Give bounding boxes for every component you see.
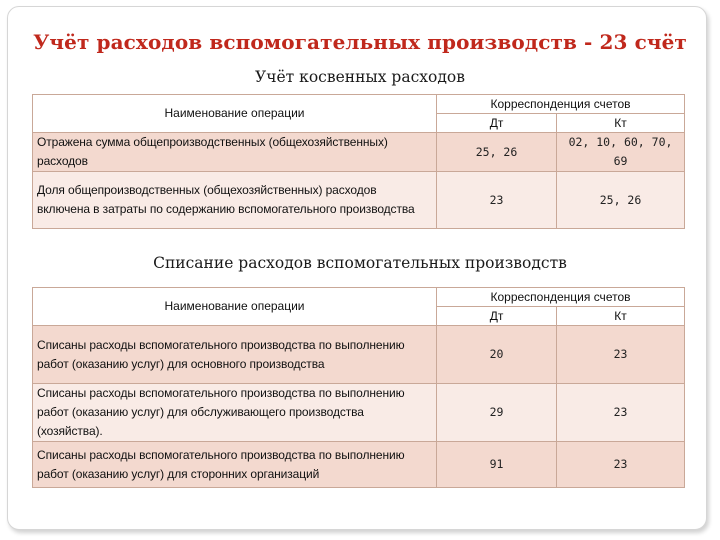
operation-cell: Списаны расходы вспомогательного производства по выполнению работ (оказанию услуг) для основного производства	[33, 326, 437, 384]
operation-cell: Доля общепроизводственных (общехозяйственных) расходов включена в затраты по содержанию вспомогательного производства	[33, 172, 437, 229]
table-row	[33, 172, 685, 229]
header-credit: Кт	[557, 307, 685, 326]
credit-cell: 23	[557, 384, 685, 442]
section-heading-write-off: Списание расходов вспомогательных производств	[153, 254, 567, 272]
credit-cell: 23	[557, 326, 685, 384]
debit-cell: 29	[437, 384, 557, 442]
header-operation-name: Наименование операции	[33, 288, 437, 326]
section-heading-indirect-costs: Учёт косвенных расходов	[255, 68, 465, 86]
write-off-table	[32, 287, 685, 488]
debit-cell: 23	[437, 172, 557, 229]
debit-cell: 91	[437, 442, 557, 488]
header-debit: Дт	[437, 114, 557, 133]
header-debit: Дт	[437, 307, 557, 326]
operation-cell: Отражена сумма общепроизводственных (общехозяйственных) расходов	[33, 133, 437, 172]
credit-cell: 25, 26	[557, 172, 685, 229]
indirect-costs-table	[32, 94, 685, 229]
debit-cell: 20	[437, 326, 557, 384]
header-correspondence: Корреспонденция счетов	[437, 288, 685, 307]
operation-cell: Списаны расходы вспомогательного производства по выполнению работ (оказанию услуг) для сторонних организаций	[33, 442, 437, 488]
table-row	[33, 133, 685, 172]
debit-cell: 25, 26	[437, 133, 557, 172]
credit-cell: 23	[557, 442, 685, 488]
operation-cell: Списаны расходы вспомогательного производства по выполнению работ (оказанию услуг) для обслуживающего производства (хозяйства).	[33, 384, 437, 442]
credit-cell: 02, 10, 60, 70, 69	[557, 133, 685, 172]
header-correspondence: Корреспонденция счетов	[437, 95, 685, 114]
header-operation-name: Наименование операции	[33, 95, 437, 133]
table-row	[33, 326, 685, 384]
table-row	[33, 442, 685, 488]
table-row	[33, 384, 685, 442]
header-credit: Кт	[557, 114, 685, 133]
slide-title: Учёт расходов вспомогательных производств - 23 счёт	[33, 30, 687, 54]
